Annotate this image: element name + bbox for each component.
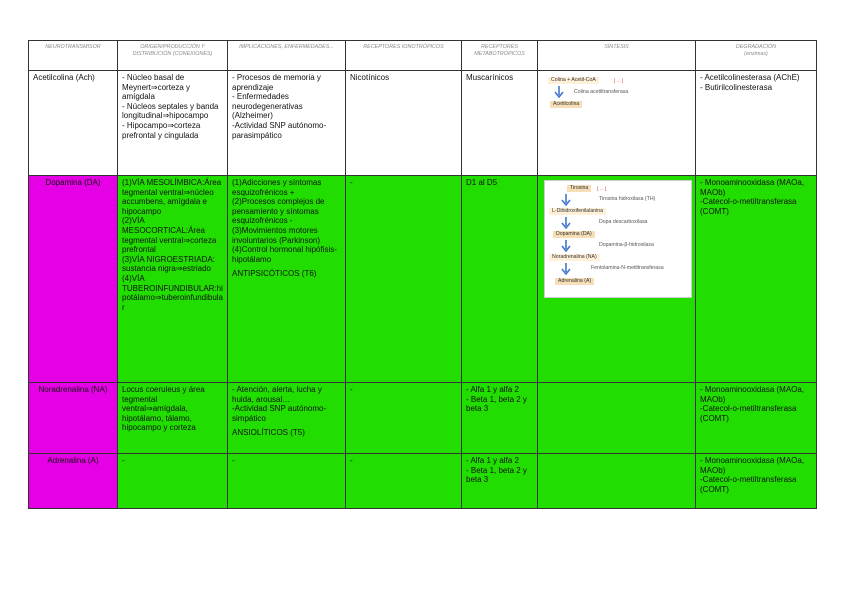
cell-degradation: - Monoaminooxidasa (MAOa, MAOb) -Catecol-o-metiltransferasa (COMT) [696, 176, 817, 383]
header-row [29, 41, 817, 71]
header-implicaciones: IMPLICACIONES, ENFERMEDADES... [228, 41, 346, 71]
header-neurotransmisor: NEUROTRANSMISOR [29, 41, 118, 71]
step-ldopa: L-Dihidroxifenilalanina [549, 208, 606, 215]
cell-origin: (1)VÍA MESOLÍMBICA:Área tegmental ventral⇒núcleo accumbens, amígdala e hipocampo (2)VÍA MESOCORTICAL:Área tegmental ventral⇒corteza prefrontal (3)VÍA NIGROESTRIADA: sustancia nigra⇒estriado (4)VÍA TUBEROINFUNDIBULAR:hipotálamo⇒tuberoinfundibular [118, 176, 228, 383]
cell-implications: - Procesos de memoria y aprendizaje - Enfermedades neurodegenerativas (Alzheimer) -Actividad SNP autónomo-parasimpático [228, 71, 346, 176]
ach-substrate: Colina + Acetil-CoA [548, 77, 599, 84]
arrow-down-icon [561, 263, 571, 275]
cell-iono: - [346, 383, 462, 454]
step-adrenalina: Adrenalina (A) [555, 278, 594, 285]
ach-annotation: [ ... ] [614, 79, 624, 84]
cell-implications: - [228, 454, 346, 509]
cell-metabo: - Alfa 1 y alfa 2 - Beta 1, beta 2 y beta 3 [462, 454, 538, 509]
row-noradrenalina [29, 383, 817, 454]
cell-degradation: - Monoaminooxidasa (MAOa, MAOb) -Catecol-o-metiltransferasa (COMT) [696, 383, 817, 454]
row-dopamina [29, 176, 817, 383]
neurotransmitter-table [28, 40, 817, 509]
arrow-down-icon [561, 217, 571, 229]
implications-note: ANSIOLÍTICOS (T5) [232, 428, 305, 438]
cell-origin: - [118, 454, 228, 509]
cell-synthesis [538, 176, 696, 383]
cell-metabo: Muscarínicos [462, 71, 538, 176]
arrow-down-icon [561, 240, 571, 252]
cell-synthesis [538, 71, 696, 176]
cell-synthesis [538, 383, 696, 454]
cell-origin: Locus coeruleus y área tegmental ventral⇒amígdala, hipotálamo, tálamo, hipocampo y corteza [118, 383, 228, 454]
implications-note: ANTIPSICÓTICOS (T6) [232, 269, 317, 279]
implications-text: - Atención, alerta, lucha y huida, arousal… -Actividad SNP autónomo-simpático [232, 385, 327, 423]
enzyme-th: Tirosina hidroxilasa (TH) [599, 196, 656, 202]
ach-product: Acetilcolina [550, 101, 582, 108]
step-noradrenalina: Noradrenalina (NA) [549, 254, 600, 261]
ach-synthesis-diagram [548, 75, 686, 119]
header-ionotropicos: RECEPTORES IONOTRÓPICOS [346, 41, 462, 71]
cell-metabo: - Alfa 1 y alfa 2 - Beta 1, beta 2 y beta 3 [462, 383, 538, 454]
row-adrenalina [29, 454, 817, 509]
step-tirosina: Tirosina [567, 185, 591, 192]
cell-name: Adrenalina (A) [29, 454, 118, 509]
cell-name: Dopamina (DA) [29, 176, 118, 383]
step-dopamina: Dopamina (DA) [553, 231, 595, 238]
cell-name: Noradrenalina (NA) [29, 383, 118, 454]
cell-name: Acetilcolina (Ach) [29, 71, 118, 176]
catecholamine-synthesis-diagram [544, 180, 692, 298]
header-degradacion: DEGRADACIÓN (enzimas) [696, 41, 817, 71]
implications-text: (1)Adicciones y síntomas esquizofrénicos + (2)Procesos complejos de pensamiento y síntomas esquizofrénicos - (3)Movimientos motores involuntarios (Parkinson) (4)Control hormonal hipófisis-hipotálamo [232, 178, 337, 264]
cell-iono: - [346, 454, 462, 509]
cell-iono: - [346, 176, 462, 383]
enzyme-dbh: Dopamina-β-hidroxilasa [599, 242, 654, 248]
cell-degradation: - Acetilcolinesterasa (AChE) - Butirilcolinesterasa [696, 71, 817, 176]
cell-metabo: D1 al D5 [462, 176, 538, 383]
cell-implications [228, 383, 346, 454]
ach-enzyme: Colina acetiltransferasa [574, 89, 629, 95]
arrow-down-icon [554, 86, 564, 98]
row-acetilcolina [29, 71, 817, 176]
cell-degradation: - Monoaminooxidasa (MAOa, MAOb) -Catecol-o-metiltransferasa (COMT) [696, 454, 817, 509]
enzyme-ddc: Dopa descarboxilasa [599, 219, 648, 225]
cell-iono: Nicotínicos [346, 71, 462, 176]
cell-origin: - Núcleo basal de Meynert⇒corteza y amígdala - Núcleos septales y banda longitudinal⇒hipocampo - Hipocampo⇒corteza prefrontal y cingulada [118, 71, 228, 176]
header-metabotropicos: RECEPTORES METABOTRÓPICOS [462, 41, 538, 71]
header-sintesis: SÍNTESIS [538, 41, 696, 71]
arrow-down-icon [561, 194, 571, 206]
enzyme-pnmt: Fentolamina-N-metiltransferasa [591, 265, 664, 271]
cell-synthesis [538, 454, 696, 509]
cell-implications [228, 176, 346, 383]
cat-annotation: [ ... ] [597, 187, 607, 192]
header-origen: ORIGEN/PRODUCCIÓN Y DISTRIBUCIÓN (CONEXIONES) [118, 41, 228, 71]
